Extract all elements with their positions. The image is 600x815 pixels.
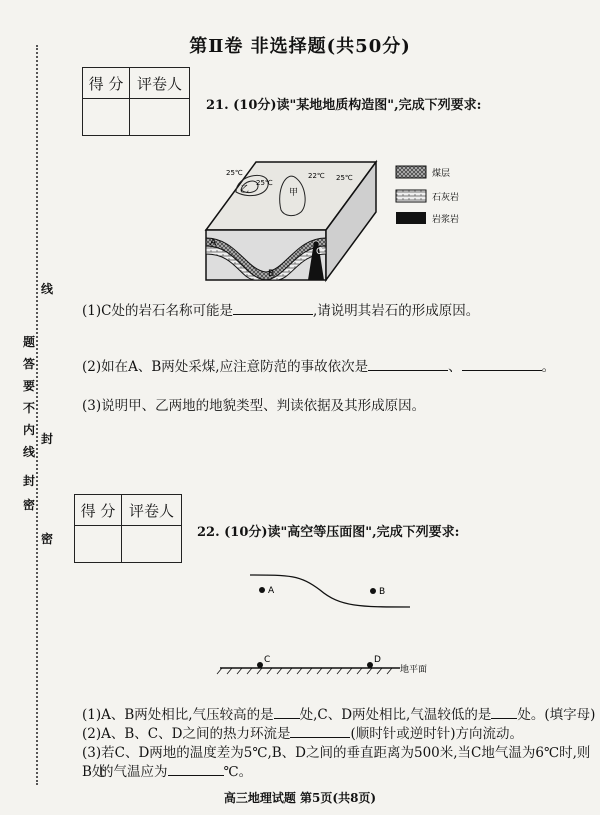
- side-text-seal2: 封: [22, 474, 35, 488]
- answer-blank[interactable]: [290, 737, 350, 738]
- label-yi: 乙: [240, 185, 250, 195]
- score-cell: [75, 526, 122, 563]
- answer-blank[interactable]: [274, 718, 300, 719]
- label-c: C: [264, 655, 271, 665]
- legend-limestone-swatch: [396, 190, 426, 202]
- q22-part3-cont: 的气温应为 ℃。: [100, 764, 253, 780]
- grader-cell: [122, 526, 182, 563]
- point-b: [370, 588, 376, 594]
- temp-label: 25℃: [256, 179, 273, 187]
- answer-blank[interactable]: [168, 775, 224, 776]
- score-cell: [83, 99, 130, 136]
- section-title: 第Ⅱ卷 非选择题(共50分): [189, 36, 411, 57]
- grader-label: 评卷人: [122, 495, 182, 526]
- legend-magma: 岩浆岩: [432, 215, 460, 225]
- q22-part3: (3)若C、D两地的温度差为5℃,B、D之间的垂直距离为500米,当C地气温为6℃时,则B处: [82, 745, 591, 780]
- side-text-seal3: 密: [22, 498, 35, 512]
- score-label: 得 分: [75, 495, 122, 526]
- legend-limestone: 石灰岩: [432, 193, 460, 203]
- point-d: [367, 662, 373, 668]
- answer-blank[interactable]: [233, 314, 313, 315]
- label-c: C: [316, 247, 323, 257]
- label-d: D: [374, 655, 381, 665]
- q21-part3: (3)说明甲、乙两地的地貌类型、判读依据及其形成原因。: [82, 398, 426, 414]
- q21-part1: (1)C处的岩石名称可能是 ,请说明其岩石的形成原因。: [82, 303, 480, 319]
- legend-coal: 煤层: [432, 169, 451, 179]
- ground-hatching: [217, 668, 392, 674]
- q21-part2: (2)如在A、B两处采煤,应注意防范的事故依次是 、 。: [82, 359, 556, 375]
- score-box-22: [74, 494, 182, 563]
- label-b: B: [268, 269, 275, 279]
- label-b: B: [379, 587, 386, 597]
- answer-blank[interactable]: [368, 370, 448, 371]
- point-a: [259, 587, 265, 593]
- side-text-seal: 封: [40, 432, 53, 446]
- q21-header: 21. (10分)读"某地地质构造图",完成下列要求:: [206, 98, 482, 113]
- answer-blank[interactable]: [462, 370, 542, 371]
- temp-label: 22℃: [308, 172, 325, 180]
- grader-label: 评卷人: [130, 68, 190, 99]
- label-a: A: [210, 238, 217, 248]
- binding-line: [36, 45, 38, 785]
- label-a: A: [268, 586, 275, 596]
- label-jia: 甲: [289, 188, 299, 198]
- temp-label: 25℃: [336, 174, 353, 182]
- side-text-line: 线: [40, 282, 53, 296]
- q21-geology-diagram: [196, 150, 460, 290]
- label-ground: 地平面: [400, 665, 428, 675]
- score-box-21: [82, 67, 190, 136]
- legend-coal-swatch: [396, 166, 426, 178]
- page-footer: 高三地理试题 第5页(共8页): [223, 791, 377, 805]
- score-label: 得 分: [83, 68, 130, 99]
- temp-label: 25℃: [226, 169, 243, 177]
- legend-magma-swatch: [396, 212, 426, 224]
- q22-part1: (1)A、B两处相比,气压较高的是 处,C、D两处相比,气温较低的是 处。(填字母): [82, 707, 596, 723]
- point-c: [257, 662, 263, 668]
- answer-blank[interactable]: [491, 718, 517, 719]
- grader-cell: [130, 99, 190, 136]
- side-text-line2: 线: [22, 445, 35, 459]
- side-text-no-answer: 题 答 要 不 内: [22, 335, 35, 437]
- side-text-seal3b: 密: [40, 532, 53, 546]
- q22-isobar-diagram: [210, 565, 450, 680]
- q22-part2: (2)A、B、C、D之间的热力环流是 (顺时针或逆时针)方向流动。: [82, 726, 523, 742]
- q22-header: 22. (10分)读"高空等压面图",完成下列要求:: [197, 525, 460, 540]
